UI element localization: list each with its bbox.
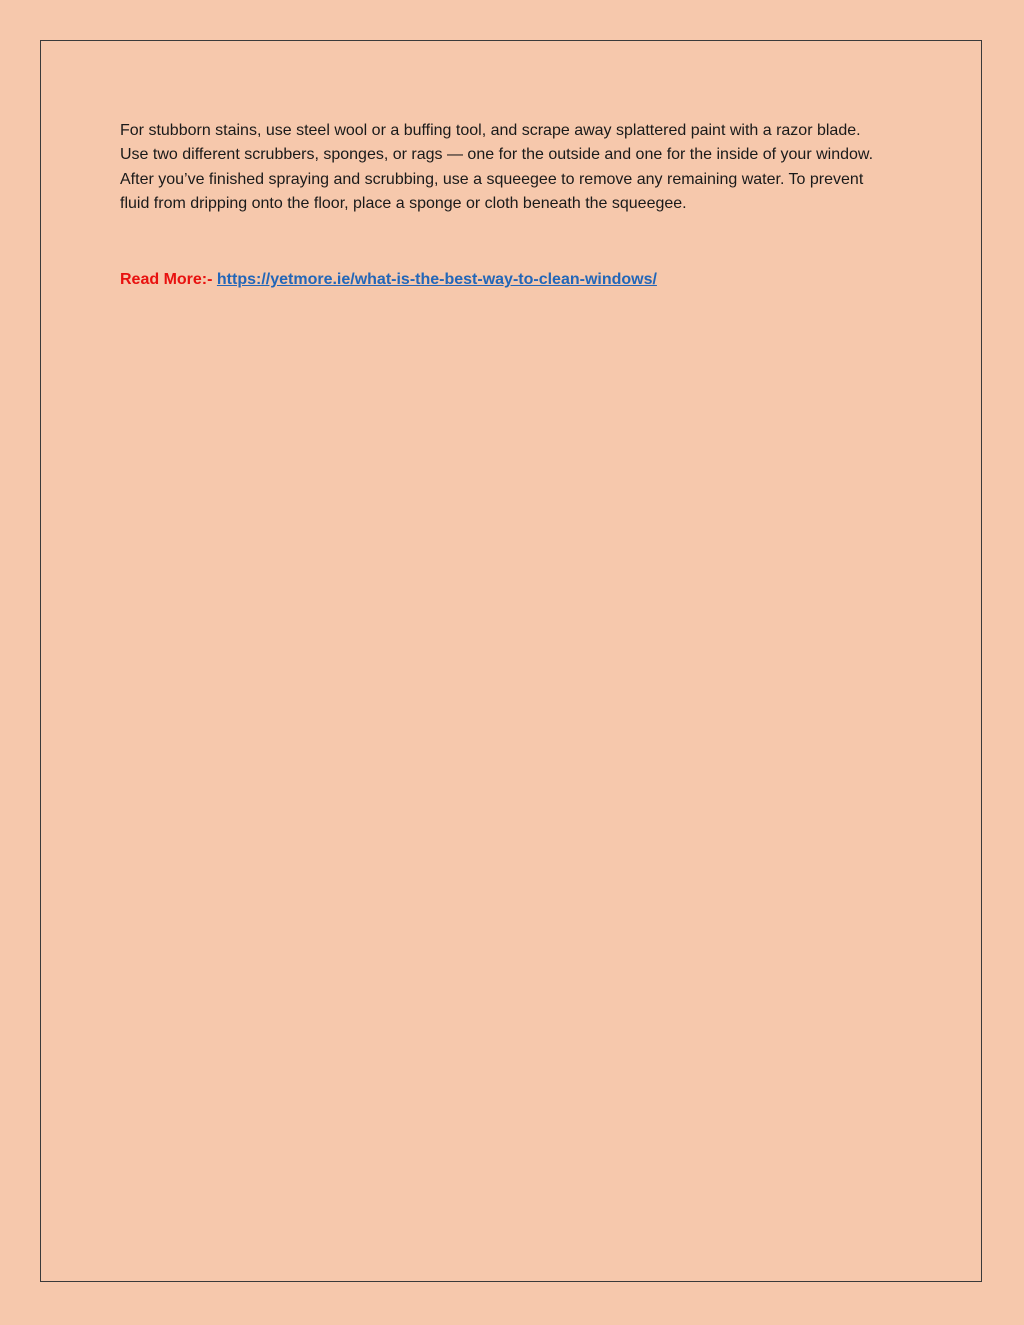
paragraph-line: After you’ve finished spraying and scrubbing, use a squeegee to remove any remaining water. To prevent xyxy=(120,170,864,188)
read-more-label: Read More:- xyxy=(120,271,213,288)
read-more-link[interactable]: https://yetmore.ie/what-is-the-best-way-to-clean-windows/ xyxy=(216,271,657,288)
body-paragraph xyxy=(120,119,920,217)
paragraph-line: fluid from dripping onto the floor, place a sponge or cloth beneath the squeegee. xyxy=(120,195,687,213)
read-more-line xyxy=(120,268,657,292)
paragraph-line: Use two different scrubbers, sponges, or rags — one for the outside and one for the inside of your window. xyxy=(120,146,874,164)
paragraph-line: For stubborn stains, use steel wool or a buffing tool, and scrape away splattered paint with a razor blade. xyxy=(120,122,861,139)
page-border xyxy=(40,40,982,1282)
